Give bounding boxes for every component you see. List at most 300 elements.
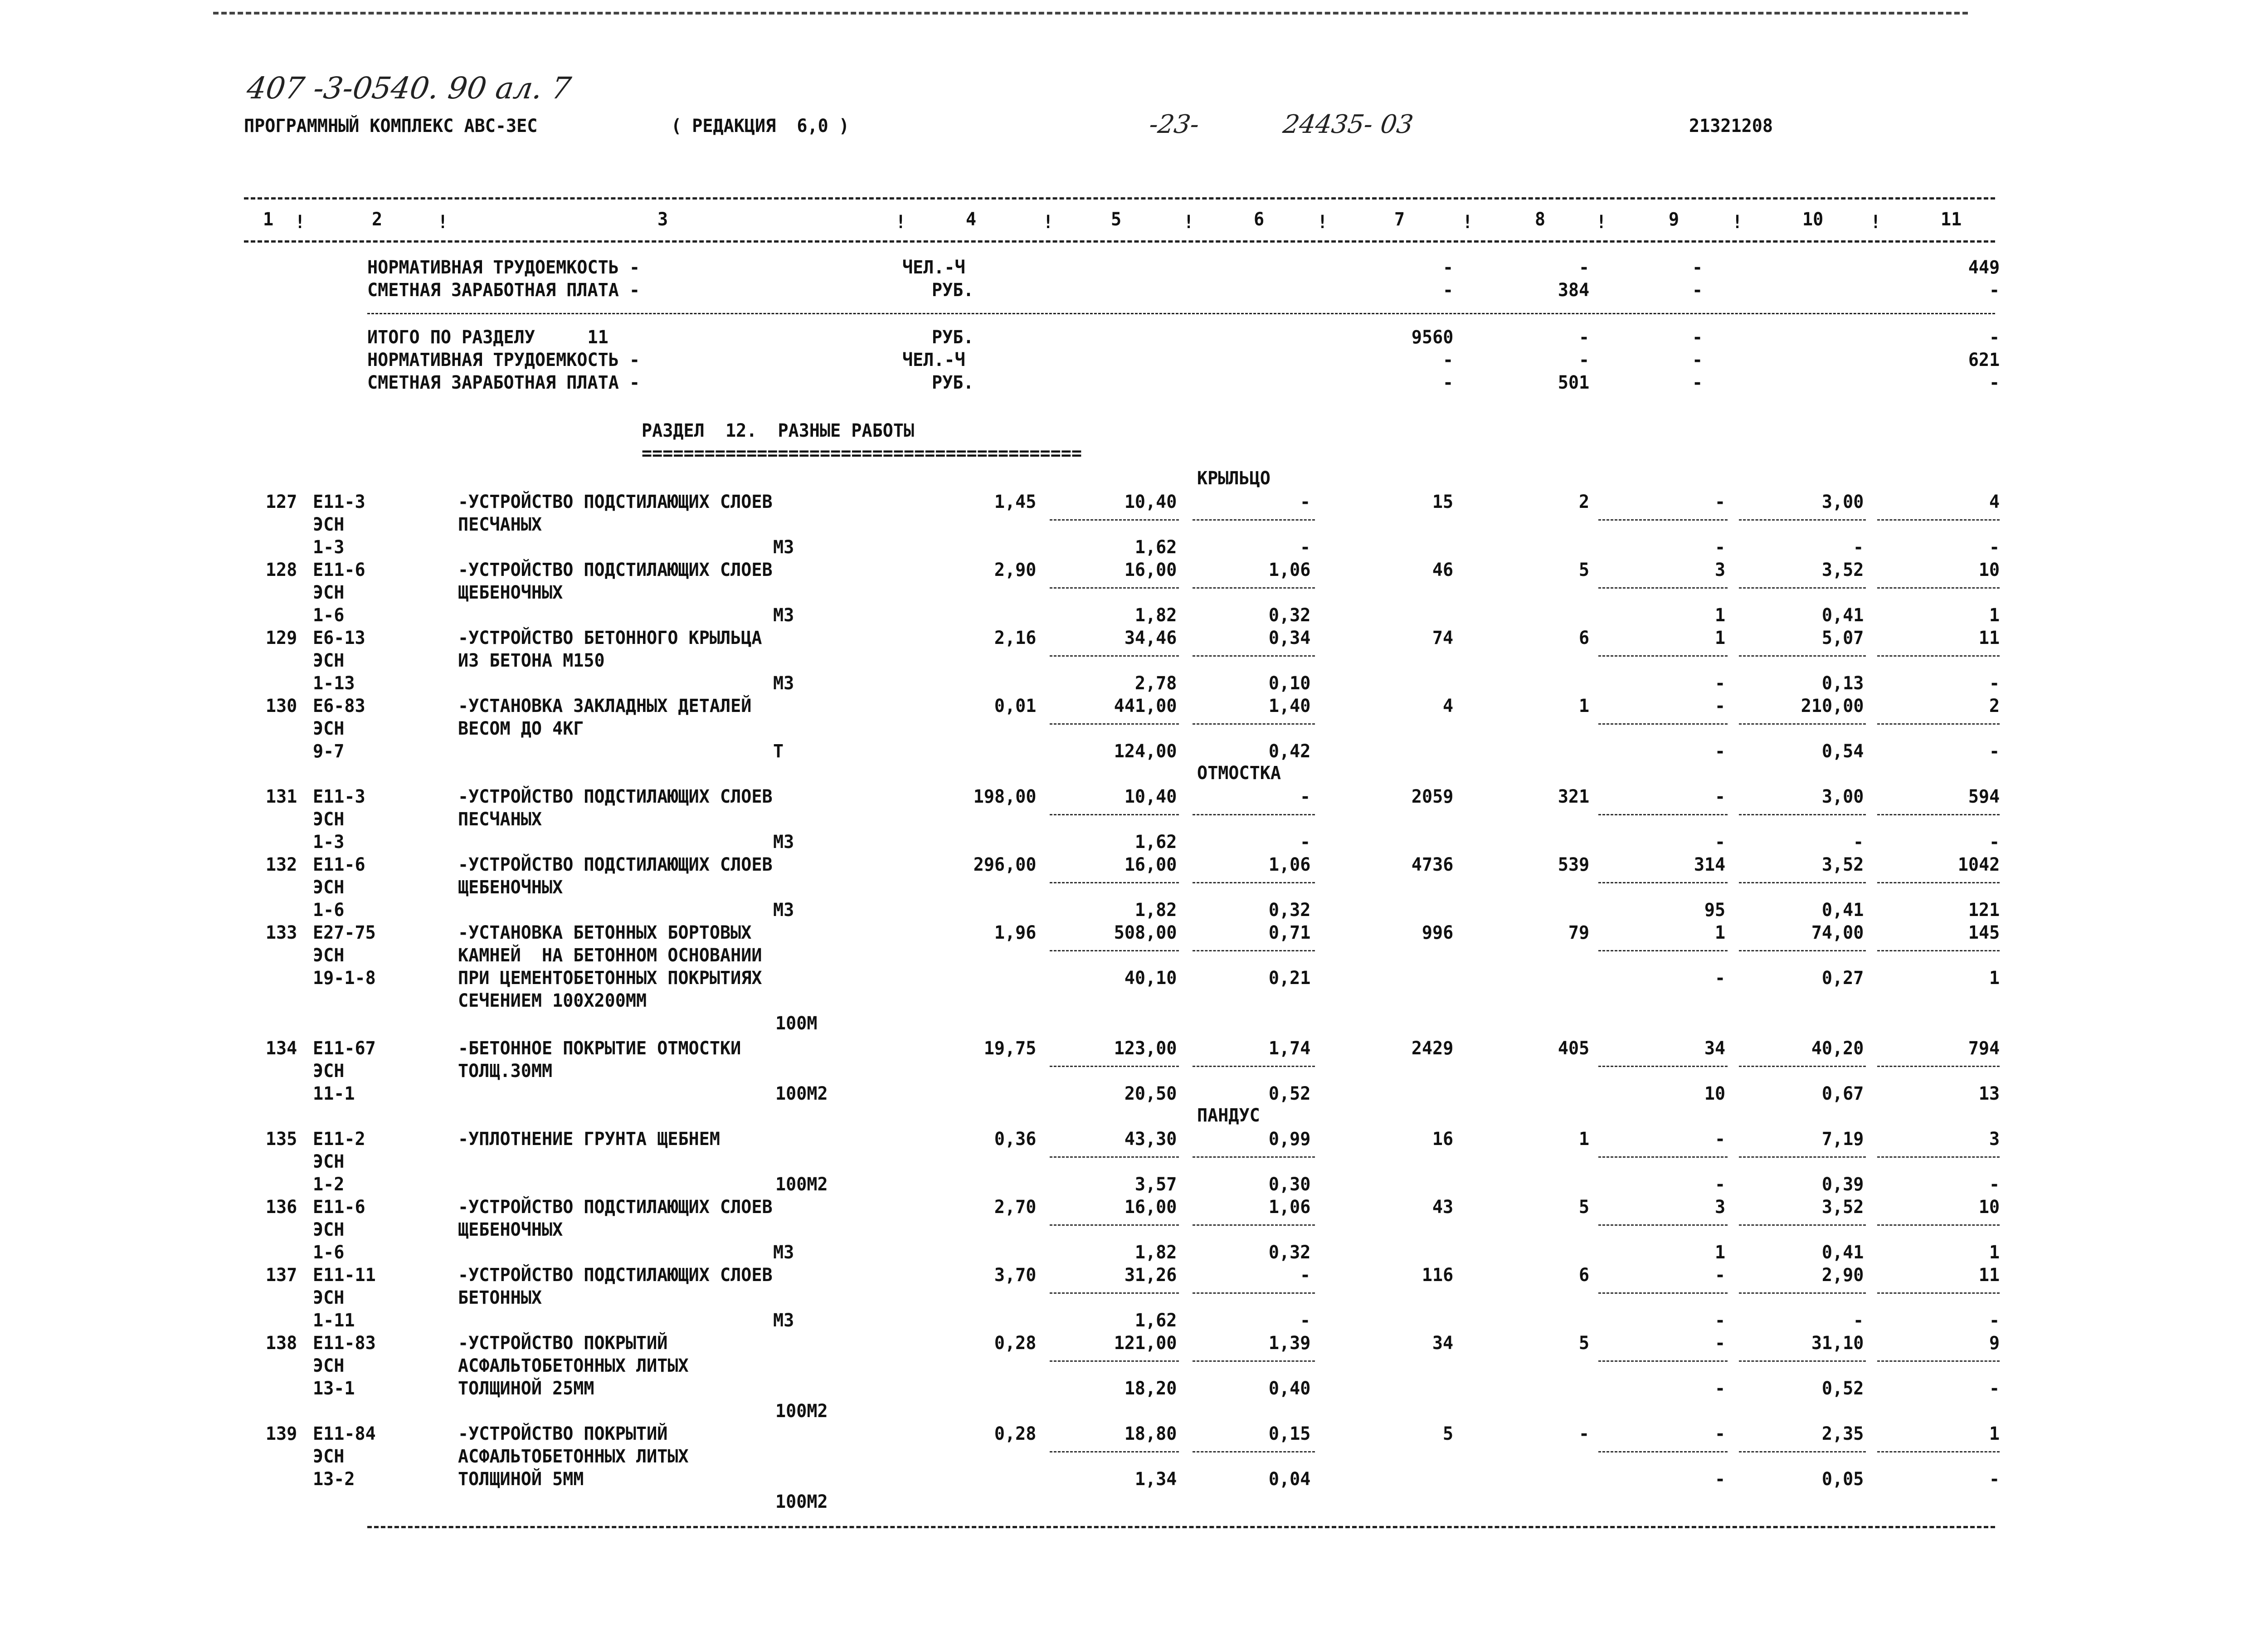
work-description: -УСТРОЙСТВО ПОКРЫТИЙ: [458, 1333, 668, 1354]
work-description: -БЕТОННОЕ ПОКРЫТИЕ ОТМОСТКИ: [458, 1038, 741, 1059]
unit-price: 16,00: [1124, 1197, 1177, 1218]
value-divider: [1739, 1292, 1866, 1294]
total-cost: 34: [1432, 1333, 1453, 1354]
work-description: ПЕСЧАНЫХ: [458, 809, 542, 830]
quantity: 0,28: [994, 1333, 1036, 1354]
labor-rate-machine: 0,41: [1821, 605, 1864, 626]
column-header-7: 7: [1394, 209, 1405, 230]
value-divider: [1739, 1156, 1866, 1158]
labor-rate: 3,52: [1821, 560, 1864, 580]
work-description: ТОЛЩ.30ММ: [458, 1061, 553, 1082]
column-header-6: 6: [1254, 209, 1265, 230]
norm-code: ЭСН: [313, 1355, 345, 1376]
labor-total-machine: -: [1989, 673, 2000, 694]
labor-total-machine: -: [1989, 1378, 2000, 1399]
labor-rate-machine: 0,13: [1821, 673, 1864, 694]
machine-total: 3: [1714, 1197, 1725, 1218]
norm-code: ЭСН: [313, 582, 345, 603]
labor-total-machine: 1: [1989, 968, 2000, 989]
unit-price-wages: 1,62: [1134, 832, 1177, 853]
work-description: -УСТРОЙСТВО ПОДСТИЛАЮЩИХ СЛОЕВ: [458, 1265, 773, 1286]
labor-rate: 2,35: [1821, 1423, 1864, 1444]
subheading: ПАНДУС: [1197, 1105, 1260, 1126]
labor-total: 3: [1989, 1129, 2000, 1150]
column-header-2: 2: [372, 209, 383, 230]
norm-code: Е6-83: [313, 696, 365, 716]
summary-col8: 501: [1558, 372, 1589, 393]
summary-label: НОРМАТИВНАЯ ТРУДОЕМКОСТЬ -: [367, 350, 640, 370]
machine-wages: -: [1714, 968, 1725, 989]
section-underline: ==========================================: [642, 443, 1082, 464]
value-divider: [1877, 1360, 2000, 1362]
value-divider: [1598, 950, 1728, 951]
norm-code: 13-1: [313, 1378, 355, 1399]
top-edge-dashes: [213, 12, 1968, 15]
summary-col7: -: [1442, 257, 1453, 278]
unit: М3: [773, 673, 794, 694]
column-header-9: 9: [1669, 209, 1679, 230]
unit-price: 43,30: [1124, 1129, 1177, 1150]
row-number: 139: [265, 1423, 297, 1444]
value-divider: [1877, 519, 2000, 521]
value-divider: [1050, 723, 1179, 725]
norm-code: 1-13: [313, 673, 355, 694]
total-wages: 1: [1578, 696, 1589, 716]
labor-rate-machine: -: [1853, 537, 1864, 558]
total-wages: 5: [1578, 560, 1589, 580]
unit-price-wages: 18,20: [1124, 1378, 1177, 1399]
value-divider: [1739, 882, 1866, 883]
machine-wages: 1: [1714, 1242, 1725, 1263]
norm-code: Е11-83: [313, 1333, 376, 1354]
row-number: 134: [265, 1038, 297, 1059]
value-divider: [1877, 1156, 2000, 1158]
value-divider: [1193, 723, 1315, 725]
total-cost: 4736: [1411, 854, 1453, 875]
row-number: 136: [265, 1197, 297, 1218]
labor-total-machine: -: [1989, 537, 2000, 558]
unit-price: 441,00: [1114, 696, 1177, 716]
program-name: ПРОГРАММНЫЙ КОМПЛЕКС АВС-3ЕС: [244, 116, 538, 136]
norm-code: ЭСН: [313, 1151, 345, 1172]
value-divider: [1598, 882, 1728, 883]
machine-total: -: [1714, 786, 1725, 807]
unit: 100М2: [775, 1174, 828, 1195]
value-divider: [1598, 723, 1728, 725]
work-description: -УСТАНОВКА ЗАКЛАДНЫХ ДЕТАЛЕЙ: [458, 696, 752, 716]
norm-code: Е11-84: [313, 1423, 376, 1444]
work-description: АСФАЛЬТОБЕТОННЫХ ЛИТЫХ: [458, 1446, 689, 1467]
total-cost: 2059: [1411, 786, 1453, 807]
labor-rate: 40,20: [1811, 1038, 1864, 1059]
norm-code: Е6-13: [313, 628, 365, 648]
labor-rate: 7,19: [1821, 1129, 1864, 1150]
value-divider: [1877, 1451, 2000, 1452]
labor-rate-machine: 0,41: [1821, 900, 1864, 921]
value-divider: [1050, 519, 1179, 521]
norm-code: Е11-6: [313, 560, 365, 580]
labor-total: 11: [1978, 1265, 2000, 1286]
unit-price: 10,40: [1124, 786, 1177, 807]
subheading: ОТМОСТКА: [1197, 763, 1281, 784]
unit-price: 31,26: [1124, 1265, 1177, 1286]
labor-total: 1: [1989, 1423, 2000, 1444]
value-divider: [1739, 814, 1866, 815]
value-divider: [1598, 1451, 1728, 1452]
labor-total: 145: [1968, 922, 2000, 943]
value-divider: [1050, 1292, 1179, 1294]
value-divider: [1598, 1224, 1728, 1226]
machine-wages: 10: [1704, 1083, 1725, 1104]
value-divider: [1739, 723, 1866, 725]
summary-label: НОРМАТИВНАЯ ТРУДОЕМКОСТЬ -: [367, 257, 640, 278]
labor-rate-machine: 0,05: [1821, 1469, 1864, 1490]
equipment-cost: 0,99: [1268, 1129, 1310, 1150]
norm-code: ЭСН: [313, 877, 345, 898]
machine-total: 1: [1714, 922, 1725, 943]
equipment-cost: -: [1300, 492, 1310, 512]
column-separator: !: [1043, 212, 1054, 233]
norm-code: 1-6: [313, 605, 345, 626]
work-description: -УСТРОЙСТВО ПОДСТИЛАЮЩИХ СЛОЕВ: [458, 786, 773, 807]
total-cost: 116: [1421, 1265, 1453, 1286]
value-divider: [1193, 587, 1315, 589]
equipment-wages: -: [1300, 832, 1310, 853]
unit-price: 121,00: [1114, 1333, 1177, 1354]
norm-code: ЭСН: [313, 718, 345, 739]
norm-code: 11-1: [313, 1083, 355, 1104]
machine-total: 1: [1714, 628, 1725, 648]
value-divider: [1877, 1224, 2000, 1226]
unit-price-wages: 1,62: [1134, 537, 1177, 558]
quantity: 3,70: [994, 1265, 1036, 1286]
total-cost: 15: [1432, 492, 1453, 512]
work-description: -УСТРОЙСТВО БЕТОННОГО КРЫЛЬЦА: [458, 628, 762, 648]
unit-price: 34,46: [1124, 628, 1177, 648]
unit: 100М: [775, 1013, 818, 1034]
doc-code: 21321208: [1689, 116, 1773, 136]
value-divider: [1877, 587, 2000, 589]
norm-code: ЭСН: [313, 1061, 345, 1082]
machine-wages: -: [1714, 1174, 1725, 1195]
work-description: -УПЛОТНЕНИЕ ГРУНТА ЩЕБНЕМ: [458, 1129, 720, 1150]
labor-total: 10: [1978, 1197, 2000, 1218]
norm-code: Е27-75: [313, 922, 376, 943]
summary-divider: [367, 313, 1995, 314]
value-divider: [1050, 1224, 1179, 1226]
work-description: КАМНЕЙ НА БЕТОННОМ ОСНОВАНИИ: [458, 945, 762, 966]
labor-total-machine: -: [1989, 1310, 2000, 1331]
norm-code: ЭСН: [313, 1219, 345, 1240]
labor-rate: 3,52: [1821, 1197, 1864, 1218]
subheading: КРЫЛЬЦО: [1197, 468, 1271, 489]
value-divider: [1598, 519, 1728, 521]
labor-total: 2: [1989, 696, 2000, 716]
norm-code: 1-11: [313, 1310, 355, 1331]
labor-rate: 210,00: [1801, 696, 1864, 716]
unit-price-wages: 1,34: [1134, 1469, 1177, 1490]
column-header-5: 5: [1111, 209, 1122, 230]
machine-wages: 1: [1714, 605, 1725, 626]
labor-rate: 3,52: [1821, 854, 1864, 875]
unit-price-wages: 1,82: [1134, 1242, 1177, 1263]
total-wages: 79: [1568, 922, 1589, 943]
value-divider: [1050, 882, 1179, 883]
work-description: -УСТРОЙСТВО ПОДСТИЛАЮЩИХ СЛОЕВ: [458, 1197, 773, 1218]
summary-col8: -: [1578, 257, 1589, 278]
value-divider: [1050, 1066, 1179, 1067]
work-description: СЕЧЕНИЕМ 100Х200ММ: [458, 990, 647, 1011]
value-divider: [1598, 655, 1728, 657]
machine-total: -: [1714, 1265, 1725, 1286]
equipment-cost: 1,74: [1268, 1038, 1310, 1059]
unit-price: 16,00: [1124, 560, 1177, 580]
value-divider: [1193, 1292, 1315, 1294]
work-description: -УСТРОЙСТВО ПОДСТИЛАЮЩИХ СЛОЕВ: [458, 492, 773, 512]
value-divider: [1739, 587, 1866, 589]
equipment-cost: -: [1300, 1265, 1310, 1286]
work-description: ПЕСЧАНЫХ: [458, 514, 542, 535]
summary-col11: -: [1989, 280, 2000, 301]
summary-unit: ЧЕЛ.-Ч: [902, 350, 965, 370]
equipment-cost: 0,71: [1268, 922, 1310, 943]
row-number: 132: [265, 854, 297, 875]
quantity: 2,70: [994, 1197, 1036, 1218]
total-wages: 5: [1578, 1333, 1589, 1354]
row-number: 127: [265, 492, 297, 512]
norm-code: ЭСН: [313, 650, 345, 671]
column-header-11: 11: [1941, 209, 1962, 230]
value-divider: [1739, 950, 1866, 951]
labor-total-machine: -: [1989, 1469, 2000, 1490]
labor-total: 594: [1968, 786, 2000, 807]
norm-code: ЭСН: [313, 809, 345, 830]
machine-wages: -: [1714, 537, 1725, 558]
labor-rate-machine: 0,52: [1821, 1378, 1864, 1399]
row-number: 133: [265, 922, 297, 943]
column-separator: !: [1462, 212, 1473, 233]
page-number: -23-: [1147, 110, 1201, 139]
column-header-4: 4: [966, 209, 977, 230]
value-divider: [1598, 814, 1728, 815]
quantity: 0,01: [994, 696, 1036, 716]
norm-code: 1-3: [313, 537, 345, 558]
unit: М3: [773, 605, 794, 626]
row-number: 137: [265, 1265, 297, 1286]
work-description: -УСТРОЙСТВО ПОКРЫТИЙ: [458, 1423, 668, 1444]
value-divider: [1598, 1360, 1728, 1362]
labor-total: 794: [1968, 1038, 2000, 1059]
column-separator: !: [295, 212, 306, 233]
unit-price-wages: 1,62: [1134, 1310, 1177, 1331]
work-description: ЩЕБЕНОЧНЫХ: [458, 1219, 563, 1240]
labor-rate-machine: 0,41: [1821, 1242, 1864, 1263]
total-wages: 5: [1578, 1197, 1589, 1218]
work-description: БЕТОННЫХ: [458, 1287, 542, 1308]
row-number: 129: [265, 628, 297, 648]
equipment-wages: 0,21: [1268, 968, 1310, 989]
unit-price: 508,00: [1114, 922, 1177, 943]
column-separator: !: [896, 212, 906, 233]
value-divider: [1739, 1224, 1866, 1226]
summary-col11: -: [1989, 372, 2000, 393]
unit: 100М2: [775, 1401, 828, 1422]
handwritten-code: 407 -3-0540. 90 ал. 7: [244, 71, 574, 106]
total-wages: 1: [1578, 1129, 1589, 1150]
norm-code: ЭСН: [313, 1446, 345, 1467]
total-wages: 6: [1578, 628, 1589, 648]
total-cost: 4: [1442, 696, 1453, 716]
value-divider: [1877, 1066, 2000, 1067]
total-cost: 16: [1432, 1129, 1453, 1150]
labor-rate: 2,90: [1821, 1265, 1864, 1286]
equipment-wages: 0,32: [1268, 605, 1310, 626]
work-description: ЩЕБЕНОЧНЫХ: [458, 877, 563, 898]
value-divider: [1193, 1156, 1315, 1158]
unit-price-wages: 3,57: [1134, 1174, 1177, 1195]
work-description: ЩЕБЕНОЧНЫХ: [458, 582, 563, 603]
machine-wages: -: [1714, 673, 1725, 694]
summary-col11: 449: [1968, 257, 2000, 278]
unit-price: 10,40: [1124, 492, 1177, 512]
labor-total-machine: 121: [1968, 900, 2000, 921]
value-divider: [1739, 1066, 1866, 1067]
summary-col11: 621: [1968, 350, 2000, 370]
row-number: 131: [265, 786, 297, 807]
labor-rate: 74,00: [1811, 922, 1864, 943]
total-cost: 74: [1432, 628, 1453, 648]
labor-rate: 31,10: [1811, 1333, 1864, 1354]
machine-wages: -: [1714, 832, 1725, 853]
row-number: 138: [265, 1333, 297, 1354]
machine-total: -: [1714, 1333, 1725, 1354]
labor-rate-machine: 0,27: [1821, 968, 1864, 989]
value-divider: [1193, 814, 1315, 815]
value-divider: [1739, 1360, 1866, 1362]
value-divider: [1598, 587, 1728, 589]
work-description: ВЕСОМ ДО 4КГ: [458, 718, 584, 739]
value-divider: [1877, 655, 2000, 657]
machine-total: 3: [1714, 560, 1725, 580]
norm-code: ЭСН: [313, 514, 345, 535]
summary-col8: -: [1578, 327, 1589, 348]
summary-unit: РУБ.: [932, 327, 974, 348]
norm-code: ЭСН: [313, 945, 345, 966]
labor-total: 9: [1989, 1333, 2000, 1354]
equipment-cost: 1,06: [1268, 854, 1310, 875]
unit: М3: [773, 1242, 794, 1263]
unit: 100М2: [775, 1491, 828, 1512]
unit-price-wages: 1,82: [1134, 900, 1177, 921]
quantity: 1,96: [994, 922, 1036, 943]
summary-col9: -: [1692, 372, 1703, 393]
value-divider: [1193, 1451, 1315, 1452]
column-separator: !: [1870, 212, 1881, 233]
summary-col7: -: [1442, 350, 1453, 370]
quantity: 296,00: [973, 854, 1036, 875]
quantity: 0,36: [994, 1129, 1036, 1150]
value-divider: [1598, 1156, 1728, 1158]
machine-wages: -: [1714, 741, 1725, 762]
value-divider: [1050, 814, 1179, 815]
unit: М3: [773, 1310, 794, 1331]
norm-code: Е11-3: [313, 492, 365, 512]
column-header-rule: [244, 240, 1995, 243]
total-cost: 46: [1432, 560, 1453, 580]
value-divider: [1193, 882, 1315, 883]
summary-unit: РУБ.: [932, 372, 974, 393]
norm-code: Е11-3: [313, 786, 365, 807]
work-description: -УСТРОЙСТВО ПОДСТИЛАЮЩИХ СЛОЕВ: [458, 560, 773, 580]
value-divider: [1877, 882, 2000, 883]
machine-total: 314: [1694, 854, 1725, 875]
value-divider: [1050, 1451, 1179, 1452]
machine-wages: -: [1714, 1469, 1725, 1490]
quantity: 0,28: [994, 1423, 1036, 1444]
labor-total: 10: [1978, 560, 2000, 580]
quantity: 1,45: [994, 492, 1036, 512]
column-separator: !: [1183, 212, 1194, 233]
norm-code: Е11-11: [313, 1265, 376, 1286]
table-top-rule: [244, 197, 1995, 200]
value-divider: [1598, 1066, 1728, 1067]
unit: М3: [773, 900, 794, 921]
edition: ( РЕДАКЦИЯ 6,0 ): [671, 116, 850, 136]
handwritten-ref: 24435- 03: [1281, 110, 1415, 139]
summary-col9: -: [1692, 257, 1703, 278]
value-divider: [1193, 1360, 1315, 1362]
unit-price: 123,00: [1114, 1038, 1177, 1059]
column-separator: !: [1317, 212, 1328, 233]
summary-label: СМЕТНАЯ ЗАРАБОТНАЯ ПЛАТА -: [367, 280, 640, 301]
total-wages: 321: [1558, 786, 1589, 807]
value-divider: [1739, 655, 1866, 657]
work-description: -УСТРОЙСТВО ПОДСТИЛАЮЩИХ СЛОЕВ: [458, 854, 773, 875]
unit-price: 18,80: [1124, 1423, 1177, 1444]
summary-unit: РУБ.: [932, 280, 974, 301]
labor-rate-machine: 0,54: [1821, 741, 1864, 762]
work-description: ИЗ БЕТОНА М150: [458, 650, 605, 671]
value-divider: [1050, 1360, 1179, 1362]
section-title: РАЗДЕЛ 12. РАЗНЫЕ РАБОТЫ: [642, 420, 915, 441]
summary-col7: 9560: [1411, 327, 1453, 348]
unit: Т: [773, 741, 784, 762]
total-wages: 539: [1558, 854, 1589, 875]
unit-price-wages: 40,10: [1124, 968, 1177, 989]
equipment-wages: 0,40: [1268, 1378, 1310, 1399]
value-divider: [1193, 1224, 1315, 1226]
machine-wages: -: [1714, 1310, 1725, 1331]
unit-price-wages: 2,78: [1134, 673, 1177, 694]
column-header-8: 8: [1535, 209, 1546, 230]
total-wages: 405: [1558, 1038, 1589, 1059]
equipment-wages: 0,42: [1268, 741, 1310, 762]
norm-code: 1-6: [313, 900, 345, 921]
column-header-3: 3: [657, 209, 668, 230]
labor-rate-machine: -: [1853, 832, 1864, 853]
value-divider: [1050, 1156, 1179, 1158]
work-description: ПРИ ЦЕМЕНТОБЕТОННЫХ ПОКРЫТИЯХ: [458, 968, 762, 989]
norm-code: 13-2: [313, 1469, 355, 1490]
equipment-cost: 1,39: [1268, 1333, 1310, 1354]
unit-price-wages: 1,82: [1134, 605, 1177, 626]
row-number: 130: [265, 696, 297, 716]
total-cost: 43: [1432, 1197, 1453, 1218]
value-divider: [1877, 950, 2000, 951]
labor-total-machine: 1: [1989, 1242, 2000, 1263]
labor-total-machine: -: [1989, 832, 2000, 853]
unit-price: 16,00: [1124, 854, 1177, 875]
